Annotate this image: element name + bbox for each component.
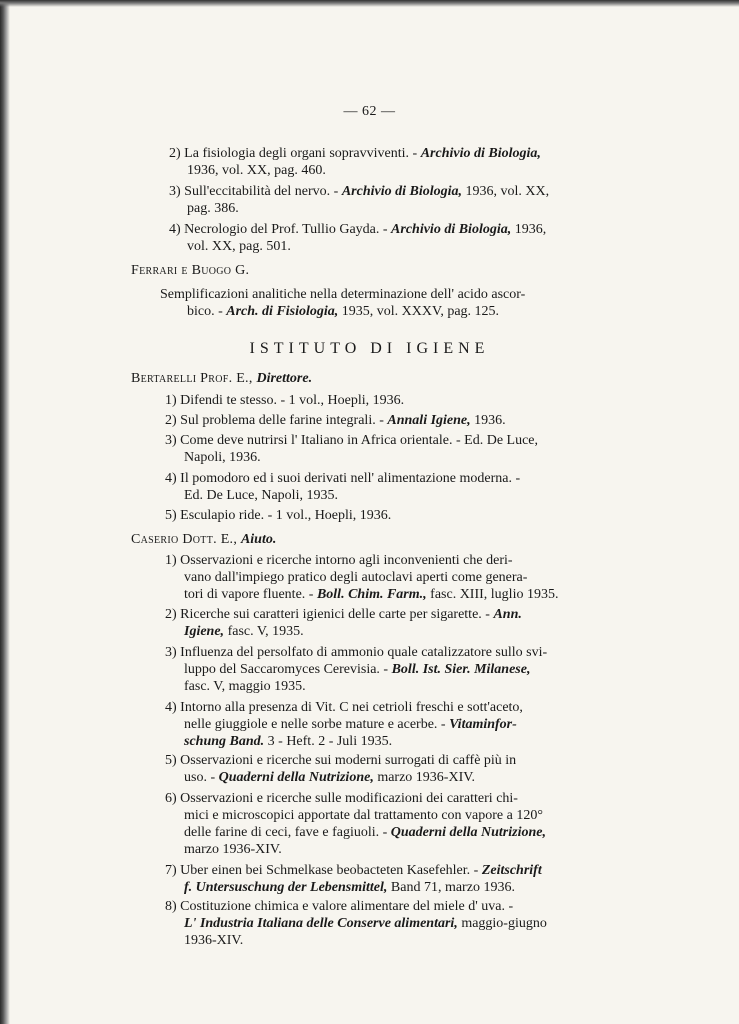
caserio-entry-3-line3: fasc. V, maggio 1935.: [184, 679, 306, 694]
bertarelli-entry-3: 3) Come deve nutrirsi l' Italiano in Africa orientale. - Ed. De Luce,: [165, 433, 539, 448]
ferrari-entry-line2: bico. - Arch. di Fisiologia, 1935, vol. XXXV, pag. 125.: [187, 304, 500, 319]
section-heading: ISTITUTO DI IGIENE: [249, 340, 490, 357]
entry-2: 2) La fisiologia degli organi sopravviventi. - Archivio di Biologia,: [169, 146, 541, 161]
caserio-entry-1: 1) Osservazioni e ricerche intorno agli inconvenienti che deri-: [165, 553, 513, 568]
caserio-entry-7: 7) Uber einen bei Schmelkase beobacteten Kasefehler. - Zeitschrift: [165, 863, 542, 878]
bertarelli-entry-2: 2) Sul problema delle farine integrali. - Annali Igiene, 1936.: [165, 413, 506, 428]
caserio-entry-5: 5) Osservazioni e ricerche sui moderni surrogati di caffè più in: [165, 753, 517, 768]
ferrari-entry-line1: Semplificazioni analitiche nella determinazione dell' acido ascor-: [160, 287, 526, 302]
caserio-entry-4-line2: nelle giuggiole e nelle sorbe mature e acerbe. - Vitaminfor-: [184, 717, 517, 732]
caserio-entry-3-line2: luppo del Saccaromyces Cerevisia. - Boll. Ist. Sier. Milanese,: [184, 662, 531, 677]
entry-4-line2: vol. XX, pag. 501.: [187, 239, 291, 254]
entry-2-line2: 1936, vol. XX, pag. 460.: [187, 163, 326, 178]
author-ferrari: Ferrari e Buogo G.: [131, 263, 250, 278]
caserio-entry-2-line2: Igiene, fasc. V, 1935.: [184, 624, 304, 639]
caserio-entry-8-line3: 1936-XIV.: [184, 933, 244, 948]
bertarelli-entry-4: 4) Il pomodoro ed i suoi derivati nell' alimentazione moderna. -: [165, 471, 521, 486]
caserio-entry-8-line2: L' Industria Italiana delle Conserve alimentari, maggio-giugno: [184, 916, 547, 931]
caserio-entry-3: 3) Influenza del persolfato di ammonio quale catalizzatore sullo svi-: [165, 645, 548, 660]
bertarelli-entry-1: 1) Difendi te stesso. - 1 vol., Hoepli, 1936.: [165, 393, 405, 408]
caserio-entry-7-line2: f. Untersuschung der Lebensmittel, Band 71, marzo 1936.: [184, 880, 515, 895]
caserio-entry-6: 6) Osservazioni e ricerche sulle modificazioni dei caratteri chi-: [165, 791, 518, 806]
scan-top-edge: [0, 0, 739, 7]
entry-3-line2: pag. 386.: [187, 201, 239, 216]
caserio-entry-1-line2: vano dall'impiego pratico degli autoclavi aperti come genera-: [184, 570, 528, 585]
author-bertarelli: Bertarelli Prof. E., Direttore.: [131, 371, 313, 386]
caserio-entry-4: 4) Intorno alla presenza di Vit. C nei cetrioli freschi e sott'aceto,: [165, 700, 523, 715]
caserio-entry-6-line4: marzo 1936-XIV.: [184, 842, 282, 857]
caserio-entry-8: 8) Costituzione chimica e valore alimentare del miele d' uva. -: [165, 899, 514, 914]
scan-left-edge: [0, 0, 10, 1024]
bertarelli-entry-3-line2: Napoli, 1936.: [184, 450, 261, 465]
caserio-entry-5-line2: uso. - Quaderni della Nutrizione, marzo 1936-XIV.: [184, 770, 476, 785]
author-caserio: Caserio Dott. E., Aiuto.: [131, 532, 277, 547]
caserio-entry-2: 2) Ricerche sui caratteri igienici delle carte per sigarette. - Ann.: [165, 607, 522, 622]
caserio-entry-1-line3: tori di vapore fluente. - Boll. Chim. Farm., fasc. XIII, luglio 1935.: [184, 587, 559, 602]
bertarelli-entry-4-line2: Ed. De Luce, Napoli, 1935.: [184, 488, 338, 503]
caserio-entry-6-line3: delle farine di ceci, fave e fagiuoli. - Quaderni della Nutrizione,: [184, 825, 546, 840]
entry-3: 3) Sull'eccitabilità del nervo. - Archivio di Biologia, 1936, vol. XX,: [169, 184, 550, 199]
caserio-entry-6-line2: mici e microscopici apportate dal trattamento con vapore a 120°: [184, 808, 543, 823]
page-number: — 62 —: [343, 104, 396, 119]
caserio-entry-4-line3: schung Band. 3 - Heft. 2 - Juli 1935.: [184, 734, 393, 749]
entry-4: 4) Necrologio del Prof. Tullio Gayda. - Archivio di Biologia, 1936,: [169, 222, 547, 237]
bertarelli-entry-5: 5) Esculapio ride. - 1 vol., Hoepli, 1936.: [165, 508, 392, 523]
